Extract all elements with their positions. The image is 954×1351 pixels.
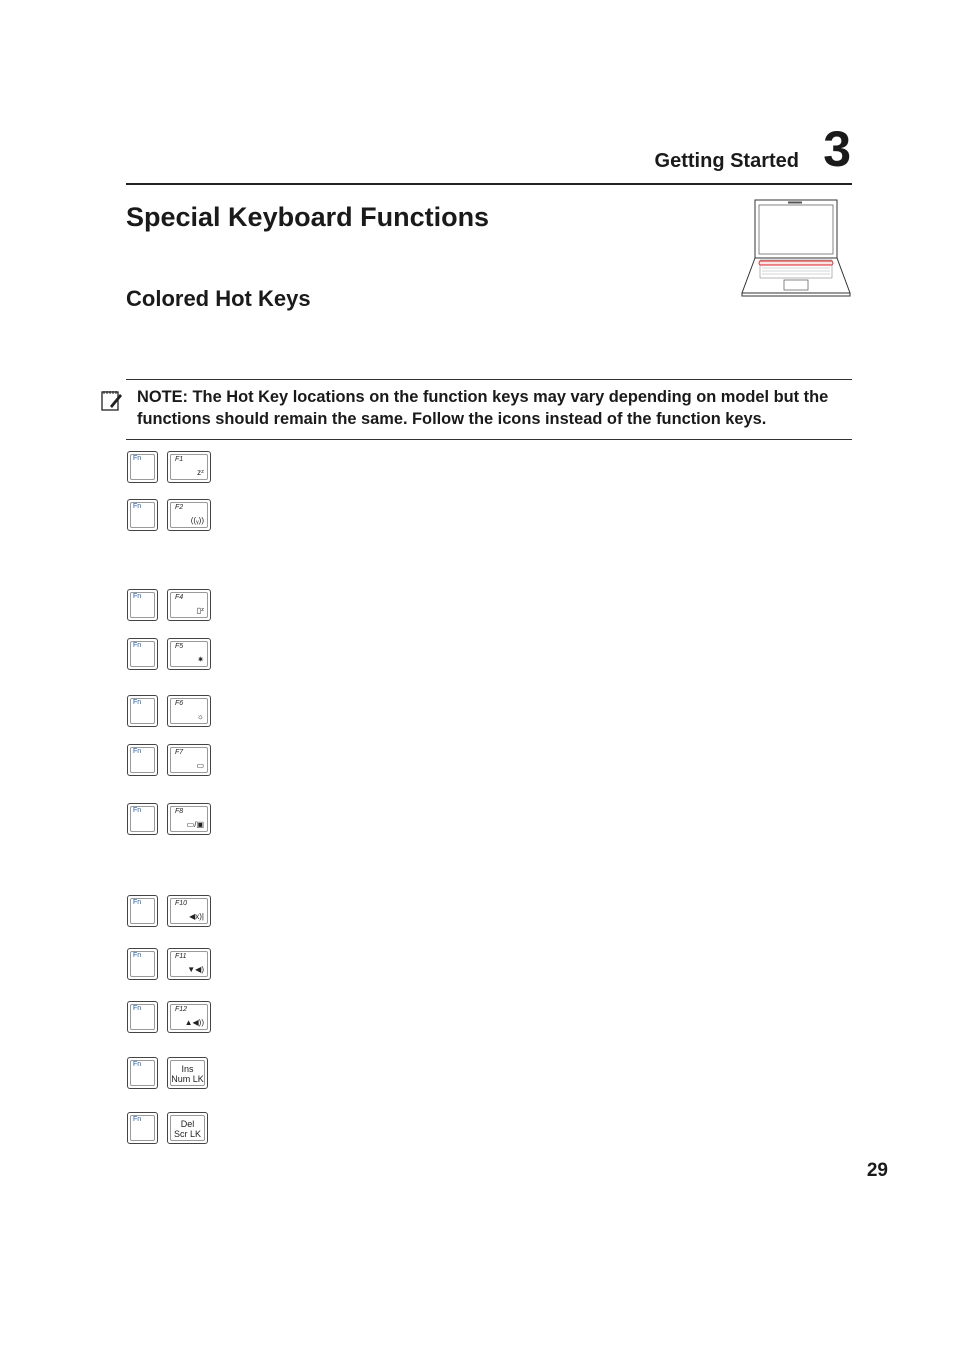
f11-key bbox=[167, 948, 211, 980]
f1-key-label: F1 bbox=[175, 456, 184, 463]
numlk-label: Num LK bbox=[171, 1074, 204, 1084]
fn-key-label: Fn bbox=[133, 899, 142, 906]
f4-key-label: F4 bbox=[175, 594, 184, 601]
volume-down-icon: ▼◀) bbox=[187, 965, 204, 974]
page-number: 29 bbox=[866, 1160, 888, 1181]
f2-key bbox=[167, 499, 211, 531]
ins-numlk-key bbox=[167, 1057, 208, 1089]
del-label: Del bbox=[180, 1119, 195, 1129]
fn-key bbox=[127, 695, 158, 727]
fn-key bbox=[127, 499, 158, 531]
fn-key bbox=[127, 1057, 158, 1089]
fn-key-label: Fn bbox=[133, 748, 142, 755]
f12-key bbox=[167, 1001, 211, 1033]
chapter-title: Getting Started bbox=[654, 150, 799, 172]
f12-key-label: F12 bbox=[175, 1006, 188, 1013]
laptop-illustration-icon bbox=[738, 196, 854, 300]
fn-key-label: Fn bbox=[133, 699, 142, 706]
f10-key bbox=[167, 895, 211, 927]
note-rule-bottom bbox=[126, 439, 852, 440]
fn-key bbox=[127, 803, 158, 835]
fn-key bbox=[127, 589, 158, 621]
display-switch-icon: ▭/▣ bbox=[186, 820, 204, 829]
section-title: Colored Hot Keys bbox=[126, 286, 311, 311]
page-title: Special Keyboard Functions bbox=[126, 202, 490, 232]
hibernate-icon: ▯ᶻ bbox=[196, 606, 204, 615]
fn-key bbox=[127, 1001, 158, 1033]
fn-key-label: Fn bbox=[133, 455, 142, 462]
fn-key-label: Fn bbox=[133, 807, 142, 814]
fn-key-label: Fn bbox=[133, 503, 142, 510]
lcd-backlight-icon: ▭ bbox=[196, 761, 204, 770]
fn-key-label: Fn bbox=[133, 1116, 142, 1123]
f10-key-label: F10 bbox=[175, 900, 188, 907]
fn-key bbox=[127, 895, 158, 927]
scrlk-label: Scr LK bbox=[173, 1129, 201, 1139]
f7-key bbox=[167, 744, 211, 776]
fn-key bbox=[127, 638, 158, 670]
brightness-up-icon: ☼ bbox=[196, 712, 204, 721]
f6-key-label: F6 bbox=[175, 700, 184, 707]
note-rule-top bbox=[126, 379, 852, 380]
header-rule bbox=[126, 183, 852, 185]
f4-key bbox=[167, 589, 211, 621]
fn-key-label: Fn bbox=[133, 642, 142, 649]
fn-key-label: Fn bbox=[133, 1061, 142, 1068]
fn-key-label: Fn bbox=[133, 1005, 142, 1012]
f2-key-label: F2 bbox=[175, 504, 184, 511]
chapter-number: 3 bbox=[823, 121, 851, 177]
fn-key-label: Fn bbox=[133, 593, 142, 600]
f8-key bbox=[167, 803, 211, 835]
fn-key bbox=[127, 744, 158, 776]
note-text: NOTE: The Hot Key locations on the function keys may vary depending on model but the functions should remain the same. Follow the icons instead of the function keys. bbox=[137, 388, 829, 428]
fn-key bbox=[127, 1112, 158, 1144]
mute-icon: ◀x)| bbox=[189, 912, 204, 921]
f8-key-label: F8 bbox=[175, 808, 184, 815]
f11-key-label: F11 bbox=[175, 953, 187, 960]
f7-key-label: F7 bbox=[175, 749, 184, 756]
brightness-down-icon: ✷ bbox=[197, 655, 204, 664]
fn-key-label: Fn bbox=[133, 952, 142, 959]
fn-key bbox=[127, 451, 158, 483]
fn-key bbox=[127, 948, 158, 980]
wireless-icon: ((ᵧ)) bbox=[190, 516, 204, 525]
del-scrlk-key bbox=[167, 1112, 208, 1144]
note-pencil-icon bbox=[100, 388, 124, 412]
volume-up-icon: ▲◀)) bbox=[184, 1018, 204, 1027]
f6-key bbox=[167, 695, 211, 727]
f5-key bbox=[167, 638, 211, 670]
f5-key-label: F5 bbox=[175, 643, 184, 650]
ins-label: Ins bbox=[181, 1064, 194, 1074]
sleep-icon: zᶻ bbox=[197, 468, 204, 477]
f1-key bbox=[167, 451, 211, 483]
